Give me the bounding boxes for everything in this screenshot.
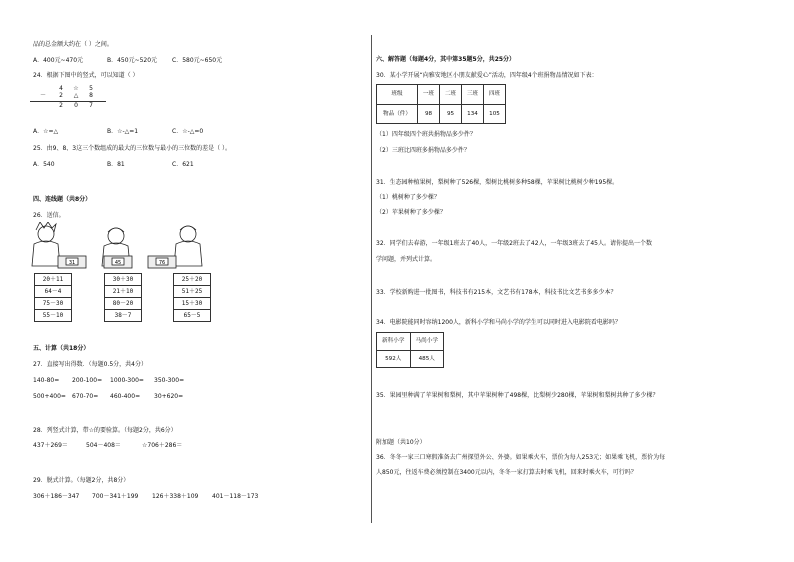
q30-table	[376, 84, 506, 124]
vc-r2-d1: 2	[59, 91, 63, 99]
card-r2-c1[interactable]: 64－4	[34, 285, 72, 298]
q30-table-data-row	[377, 104, 506, 124]
q29-title: 29．脱式计算。（每题2分，共8分）	[33, 477, 130, 484]
q23-option-a: A．400元~470元	[33, 57, 84, 64]
vc-r3-d2: 0	[74, 101, 78, 109]
q27-r1-c1: 140-80=	[33, 377, 60, 384]
q27-r2-c2: 670-70=	[72, 393, 99, 400]
q25-option-c: C．621	[172, 161, 194, 168]
q27-r1-c2: 200-100=	[72, 377, 103, 384]
q30-th-4: 四班	[484, 85, 506, 105]
q29-item-2: 700－341＋199	[92, 493, 139, 500]
q33-text: 33．学校新购进一批图书，科技书有215本，文艺书有178本，科技书比文艺书多多少本？	[376, 289, 617, 296]
q30-sub-1: （1）四年级四个班共捐物品多少件？	[376, 131, 476, 138]
q36-line2: 人850元，往返车费必须控制在3400元以内，冬冬一家打算去时乘飞机，回来时乘火车，可行吗？	[376, 469, 637, 476]
q32-line1: 32．同学们去春游，一年级1班去了40人，一年级2班去了42人，一年级3班去了45人。请你提出一个数	[376, 240, 652, 247]
q30-td-4: 105	[484, 104, 506, 124]
q24-option-a: A．☆=△	[33, 128, 59, 135]
q24-option-c: C．☆-△=0	[172, 128, 204, 135]
q30-sub-2: （2）三班比四班多捐物品多少件？	[376, 147, 470, 154]
q31-title: 31．生态园种植果树，梨树种了526棵，梨树比桃树多种58棵，苹果树比桃树少种195棵。	[376, 179, 619, 186]
card-r1-c2[interactable]: 30＋30	[104, 273, 142, 286]
q30-th-1: 一班	[418, 85, 440, 105]
vc-minus: －	[40, 91, 47, 99]
q34-title: 34．电影院能同时容纳1200人，新科小学和马尚小学的学生可以同时进入电影院看电影吗？	[376, 319, 621, 326]
q27-r2-c1: 500+400=	[33, 393, 66, 400]
q27-r2-c4: 30+620=	[154, 393, 184, 400]
mailbox-3-label: 76	[158, 260, 166, 266]
card-r3-c3[interactable]: 15＋30	[173, 297, 211, 310]
bonus-title: 附加题（共10分）	[376, 439, 426, 446]
q24-title: 24．根据下图中的竖式，可以知道（ ）	[33, 72, 139, 79]
child-1-body	[32, 241, 60, 266]
q32-line2: 学问题，并列式计算。	[376, 256, 437, 263]
q23-option-b: B．450元~520元	[107, 57, 158, 64]
vc-r3-d1: 2	[59, 101, 63, 109]
mailbox-1-label: 31	[68, 260, 76, 266]
q23-tail: 品的总金额大约在（ ）之间。	[33, 41, 113, 48]
q27-title: 27．直接写出得数．（每题0.5分，共4分）	[33, 361, 147, 368]
card-r4-c3[interactable]: 65－5	[173, 309, 211, 322]
card-r4-c1[interactable]: 55－10	[34, 309, 72, 322]
card-r3-c2[interactable]: 80－20	[104, 297, 142, 310]
column-divider	[371, 35, 372, 523]
q29-item-1: 306＋186－347	[33, 493, 80, 500]
section5-title: 五、计算（共18分）	[33, 345, 90, 352]
q24-vertical-calc	[30, 86, 106, 110]
q23-option-c: C．580元~650元	[172, 57, 223, 64]
card-r2-c3[interactable]: 51＋25	[173, 285, 211, 298]
child-2-hair	[108, 228, 124, 232]
card-r4-c2[interactable]: 38－7	[104, 309, 142, 322]
vc-r2-d2: △	[73, 91, 79, 99]
q29-item-3: 126＋338＋109	[152, 493, 199, 500]
q30-table-header-row	[377, 85, 506, 105]
child-3-body	[174, 241, 202, 266]
card-r1-c1[interactable]: 20＋11	[34, 273, 72, 286]
q30-th-2: 二班	[440, 85, 462, 105]
q30-td-3: 134	[462, 104, 484, 124]
vc-r1-d2: ☆	[73, 85, 79, 92]
q34-td-1: 485人	[410, 350, 444, 368]
q30-title: 30．某小学开展“向雅安地区小朋友献爱心”活动，四年级4个班捐物品情况如下表：	[376, 72, 598, 79]
section6-title: 六、解答题（每题4分，其中第35题5分，共25分）	[376, 56, 516, 63]
q35-text: 35．果园里种满了苹果树和梨树，其中苹果树种了498棵，比梨树少280棵，苹果树和梨树共种了多少棵？	[376, 392, 659, 399]
q27-r1-c3: 1000-300=	[110, 377, 144, 384]
q34-th-1: 马尚小学	[410, 333, 444, 351]
q34-table-header-row	[377, 333, 444, 351]
q25-title: 25．由9、8、3这三个数组成的最大的三位数与最小的三位数的差是（ ）。	[33, 145, 231, 152]
card-r1-c3[interactable]: 25＋20	[173, 273, 211, 286]
q30-td-1: 98	[418, 104, 440, 124]
q28-item-1: 437＋269＝	[33, 442, 68, 449]
section4-title: 四、连线题（共8分）	[33, 196, 92, 203]
q34-th-0: 新科小学	[377, 333, 411, 351]
q25-option-b: B．81	[107, 161, 125, 168]
q25-option-a: A．540	[33, 161, 55, 168]
child-1-head	[38, 226, 54, 242]
q34-table-data-row	[377, 350, 444, 368]
q30-th-3: 三班	[462, 85, 484, 105]
q30-td-2: 95	[440, 104, 462, 124]
q36-line1: 36．冬冬一家三口寒假准备去广州探望外公、外婆。如果乘火车，票价为每人253元；如果乘飞机，票价为每	[376, 454, 666, 461]
child-3-hair	[180, 226, 196, 230]
vc-r1-d3: 5	[89, 85, 93, 92]
vc-r2-d3: 8	[89, 91, 93, 99]
q30-th-0: 班级	[377, 85, 418, 105]
vc-r3-d3: 7	[89, 101, 93, 109]
card-r3-c1[interactable]: 75－30	[34, 297, 72, 310]
q31-sub-2: （2）苹果树种了多少棵？	[376, 209, 446, 216]
q29-item-4: 401－118－173	[212, 493, 259, 500]
q27-r2-c3: 460-400=	[110, 393, 141, 400]
q28-item-3: ☆706＋286＝	[142, 442, 183, 449]
vc-line	[30, 101, 106, 102]
q26-title: 26．送信。	[33, 212, 65, 219]
q34-table	[376, 332, 444, 368]
q24-option-b: B．☆-△=1	[107, 128, 139, 135]
q34-td-0: 592人	[377, 350, 411, 368]
q28-item-2: 504－408＝	[86, 442, 121, 449]
q27-r1-c4: 350-300=	[154, 377, 185, 384]
card-r2-c2[interactable]: 21＋10	[104, 285, 142, 298]
mailbox-2-label: 45	[114, 260, 122, 266]
children-mailboxes-illustration	[28, 222, 218, 272]
q28-title: 28．列竖式计算，带☆的要验算。（每题2分，共6分）	[33, 427, 177, 434]
q31-sub-1: （1）桃树种了多少棵？	[376, 194, 440, 201]
vc-r1-d1: 4	[59, 85, 63, 92]
q30-td-0: 物品（件）	[377, 104, 418, 124]
